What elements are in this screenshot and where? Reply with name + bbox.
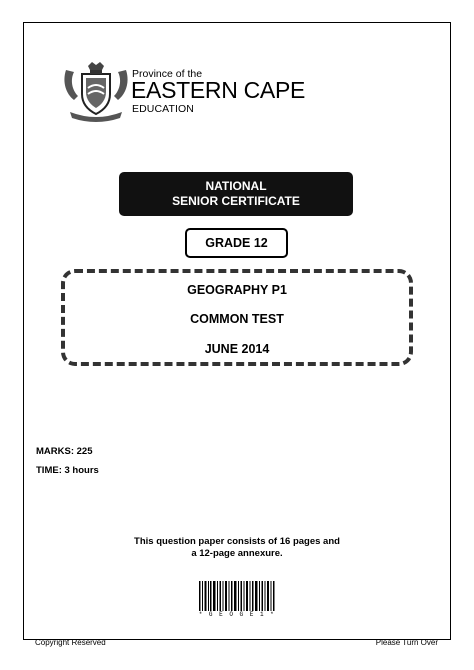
subject-name: GEOGRAPHY P1	[187, 283, 287, 297]
certificate-banner	[119, 172, 353, 216]
grade-label: GRADE 12	[205, 236, 268, 250]
pages-note-line2: a 12-page annexure.	[191, 548, 283, 559]
marks-text: MARKS: 225	[36, 446, 93, 457]
footer-turn-over: Please Turn Over	[375, 638, 438, 647]
test-type: COMMON TEST	[190, 312, 284, 326]
coat-of-arms-icon	[60, 60, 132, 126]
barcode-text: * G E O G E 1 *	[198, 611, 276, 618]
certificate-line1: NATIONAL	[205, 179, 267, 193]
org-province-text: Province of the	[132, 68, 203, 80]
org-department-text: EDUCATION	[132, 103, 194, 115]
org-name-text: EASTERN CAPE	[131, 77, 306, 103]
time-text: TIME: 3 hours	[36, 465, 99, 476]
barcode-icon	[197, 581, 277, 613]
certificate-line2: SENIOR CERTIFICATE	[172, 194, 300, 208]
exam-date: JUNE 2014	[204, 342, 270, 356]
grade-badge	[185, 228, 288, 258]
footer-copyright: Copyright Reserved	[35, 638, 106, 647]
pages-note-line1: This question paper consists of 16 pages and	[134, 536, 340, 547]
